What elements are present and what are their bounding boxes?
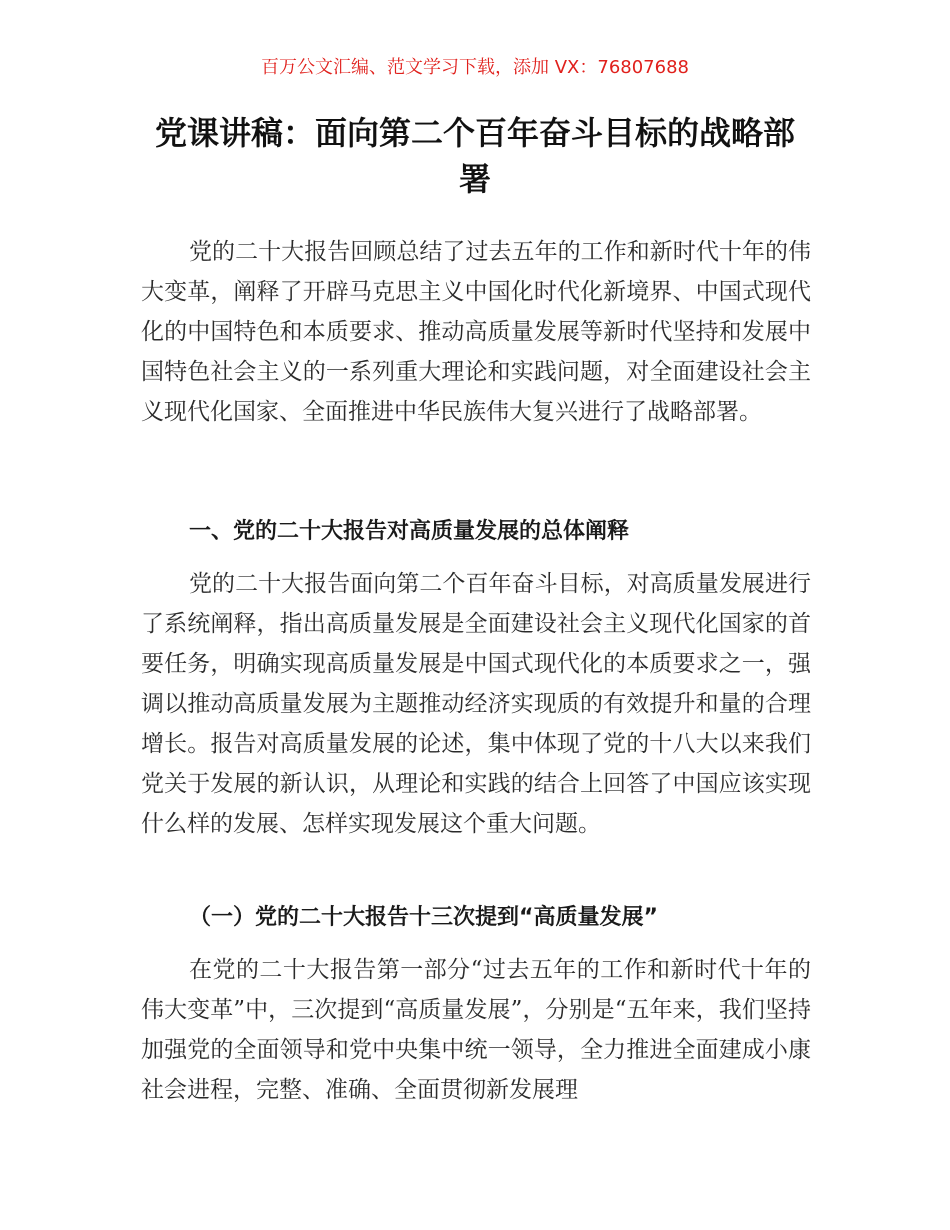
subsection-heading-1: （一）党的二十大报告十三次提到“高质量发展” bbox=[189, 905, 658, 930]
document-title: 党课讲稿：面向第二个百年奋斗目标的战略部署 bbox=[154, 114, 795, 198]
watermark-banner: 百万公文汇编、范文学习下载，添加 VX：76807688 bbox=[261, 57, 689, 78]
paragraph-2: 党的二十大报告面向第二个百年奋斗目标，对高质量发展进行了系统阐释，指出高质量发展是全面建设社会主义现代化国家的首要任务，明确实现高质量发展是中国式现代化的本质要求之一，强调以推动高质量发展为主题推动经济实现质的有效提升和量的合理增长。报告对高质量发展的论述，集中体现了党的十八大以来我们党关于发展的新认识，从理论和实践的结合上回答了中国应该实现什么样的发展、怎样实现发展这个重大问题。 bbox=[141, 571, 811, 837]
intro-paragraph: 党的二十大报告回顾总结了过去五年的工作和新时代十年的伟大变革，阐释了开辟马克思主义中国化时代化新境界、中国式现代化的中国特色和本质要求、推动高质量发展等新时代坚持和发展中国特色社会主义的一系列重大理论和实践问题，对全面建设社会主义现代化国家、全面推进中华民族伟大复兴进行了战略部署。 bbox=[141, 239, 811, 425]
section-heading-1: 一、党的二十大报告对高质量发展的总体阐释 bbox=[189, 519, 630, 544]
paragraph-3: 在党的二十大报告第一部分“过去五年的工作和新时代十年的伟大变革”中，三次提到“高质量发展”，分别是“五年来，我们坚持加强党的全面领导和党中央集中统一领导，全力推进全面建成小康社会进程，完整、准确、全面贯彻新发展理 bbox=[141, 957, 811, 1103]
